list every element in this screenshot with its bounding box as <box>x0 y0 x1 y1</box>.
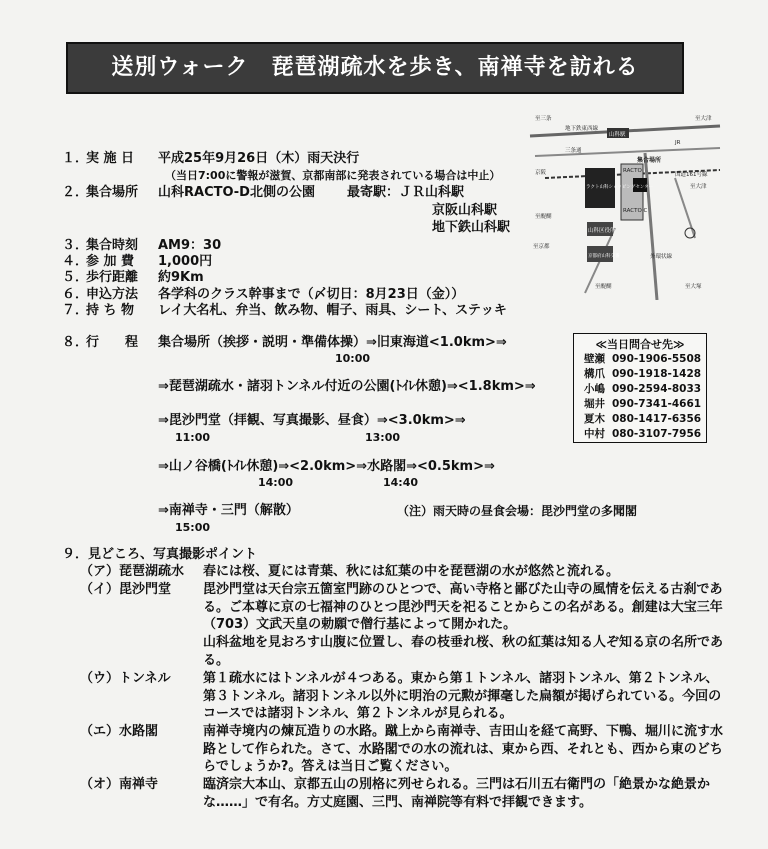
item-place-num: ２． <box>62 185 89 200</box>
route-time-3b: 13:00 <box>365 431 401 444</box>
route-time-4b: 14:40 <box>383 476 419 489</box>
item-date-note: （当日7:00に警報が滋賀、京都南部に発表されている場合は中止） <box>165 169 501 182</box>
item-distance-num: ５． <box>62 270 89 285</box>
contact-row <box>574 397 706 412</box>
contact-title: ≪当日問合せ先≫ <box>595 338 685 351</box>
contact-tel: 090-1918-1428 <box>612 368 702 380</box>
spot-text: 春には桜、夏には青葉、秋には紅葉の中を琵琶湖の水が悠然と流れる。 <box>203 564 620 579</box>
item-bring-value: レイ大名札、弁当、飲み物、帽子、雨具、シート、ステッキ <box>158 303 507 318</box>
route-time-1: 10:00 <box>335 352 371 365</box>
route-time-3a: 11:00 <box>175 431 211 444</box>
spots-heading: ９．見どころ、写真撮影ポイント <box>62 547 258 562</box>
spot-label: （エ）水路閣 <box>80 724 159 739</box>
item-apply-num: ６． <box>62 287 89 302</box>
contact-tel: 090-7341-4661 <box>612 398 702 410</box>
spot-text-2: 山科盆地を見おろす山腹に位置し、春の枝垂れ桜、秋の紅葉は知る人ぞ知る京の名所である。 <box>203 635 724 668</box>
item-time-label: 集合時刻 <box>86 238 139 253</box>
meeting-place-map <box>525 108 723 300</box>
map-label: 至大津 <box>690 184 707 190</box>
contact-name: 夏木 <box>584 413 605 425</box>
route-line-2: ⇒琵琶湖疏水・諸羽トンネル付近の公園(ﾄｲﾚ休憩)⇒<1.8km>⇒ <box>158 379 536 394</box>
map-label: 京阪 <box>535 170 547 176</box>
contact-row <box>574 427 706 442</box>
route-line-4: ⇒山ノ谷橋(ﾄｲﾚ休憩)⇒<2.0km>⇒水路閣⇒<0.5km>⇒ <box>158 459 495 474</box>
route-line-5: ⇒南禅寺・三門（解散） <box>158 503 299 518</box>
map-label: 至京都 <box>533 244 550 250</box>
contact-box <box>573 333 707 443</box>
spot-label: （イ）毘沙門堂 <box>80 582 172 597</box>
spot-label: （ウ）トンネル <box>80 671 171 686</box>
contact-name: 小嶋 <box>584 383 605 395</box>
route-time-4a: 14:00 <box>258 476 294 489</box>
contact-row <box>574 367 706 382</box>
item-apply-value: 各学科のクラス幹事まで（〆切日：8月23日（金）） <box>158 287 465 302</box>
item-bring-label: 持 ち 物 <box>86 303 135 318</box>
item-place-value: 山科RACTO-D北側の公園 <box>158 185 315 200</box>
map-label: 国道161号線 <box>675 172 708 178</box>
spot-text: 南禅寺境内の煉瓦造りの水路。蹴上から南禅寺、吉田山を経て高野、下鴨、堀川に流す水路として作られた。さて、水路閣での水の流れは、東から西、それとも、西から東のどちらでしょうか?。答えは当日ご覧ください。 <box>203 724 724 775</box>
contact-row <box>574 412 706 427</box>
contact-tel: 090-2594-8033 <box>612 383 702 395</box>
item-time-value: AM9：30 <box>158 238 222 253</box>
item-fee-num: ４． <box>62 254 89 269</box>
item-apply-label: 申込方法 <box>86 287 139 302</box>
spot-text: 臨済宗大本山、京都五山の別格に列せられる。三門は石川五右衛門の「絶景かな絶景かな……」で有名。方丈庭園、三門、南禅院等有料で拝観できます。 <box>203 777 711 810</box>
item-distance-value: 約9Km <box>158 270 204 285</box>
item-route-num: ８． <box>62 335 89 350</box>
contact-name: 堀井 <box>584 398 605 410</box>
map-label: 集合場所 <box>637 157 662 164</box>
map-label: 至大塚 <box>685 284 702 290</box>
map-label: 至醍醐 <box>595 284 612 290</box>
item-date-value: 平成25年9月26日（木）雨天決行 <box>158 151 360 166</box>
route-note: （注）雨天時の昼食会場：毘沙門堂の多聞閣 <box>397 504 638 518</box>
spot-label: （オ）南禅寺 <box>80 777 159 792</box>
item-place-station: 最寄駅：ＪＲ山科駅 <box>347 185 465 200</box>
item-bring-num: ７． <box>62 303 89 318</box>
route-time-5: 15:00 <box>175 521 211 534</box>
map-label: RACTO <box>623 168 642 174</box>
item-place-label: 集合場所 <box>86 185 139 200</box>
item-date-label: 実 施 日 <box>86 151 135 166</box>
item-place-station2: 京阪山科駅 <box>432 203 498 218</box>
map-label: 京都府山科交番 <box>588 254 620 259</box>
contact-row <box>574 382 706 397</box>
map-label: 三条通 <box>565 148 582 154</box>
map-label: 地下鉄東西線 <box>565 126 599 132</box>
map-label: 山科区役所 <box>588 228 616 234</box>
item-fee-label: 参 加 費 <box>86 254 135 269</box>
contact-tel: 080-1417-6356 <box>612 413 702 425</box>
spot-text: 第１疏水にはトンネルが４つある。東から第１トンネル、諸羽トンネル、第２トンネル、第３トンネル。諸羽トンネル以外に明治の元勲が揮毫した扁額が掲げられている。今回のコースでは諸羽トンネル、第２トンネルが見られる。 <box>203 671 722 722</box>
spot-text: 毘沙門堂は天台宗五箇室門跡のひとつで、高い寺格と鄙びた山寺の風情を伝える古刹である。ご本尊に京の七福神のひとつ毘沙門天を祀ることからこの名がある。創建は大宝三年（703）文武天皇の勅願で僧行基によって開かれた。 <box>203 582 723 633</box>
spot-label: （ア）琵琶湖疏水 <box>80 564 185 579</box>
item-fee-value: 1,000円 <box>158 254 213 269</box>
item-time-num: ３． <box>62 238 89 253</box>
page-title: 送別ウォーク 琵琶湖疏水を歩き、南禅寺を訪れる <box>66 42 684 94</box>
route-line-1: 集合場所（挨拶・説明・準備体操）⇒旧東海道<1.0km>⇒ <box>158 335 507 350</box>
contact-tel: 080-3107-7956 <box>612 428 702 440</box>
map-label: 外環状線 <box>650 254 673 260</box>
route-line-3: ⇒毘沙門堂（拝観、写真撮影、昼食）⇒<3.0km>⇒ <box>158 413 466 428</box>
item-date-num: １． <box>62 151 89 166</box>
item-distance-label: 歩行距離 <box>86 270 139 285</box>
map-label: 至三条 <box>535 116 552 122</box>
map-label: 至大津 <box>695 116 712 122</box>
contact-name: 壁瀬 <box>584 353 605 365</box>
map-label: RACTO C <box>623 208 648 214</box>
item-route-label: 行 程 <box>86 335 139 350</box>
item-place-station3: 地下鉄山科駅 <box>432 220 511 235</box>
contact-row <box>574 352 706 367</box>
map-label: 山科駅 <box>609 132 626 138</box>
contact-name: 構爪 <box>584 368 605 380</box>
contact-name: 中村 <box>584 428 605 440</box>
contact-tel: 090-1906-5508 <box>612 353 702 365</box>
map-label: 至醍醐 <box>535 214 552 220</box>
map-label: JR <box>675 140 681 146</box>
map-label: ラクト山科ショッピングセンター <box>586 185 654 190</box>
